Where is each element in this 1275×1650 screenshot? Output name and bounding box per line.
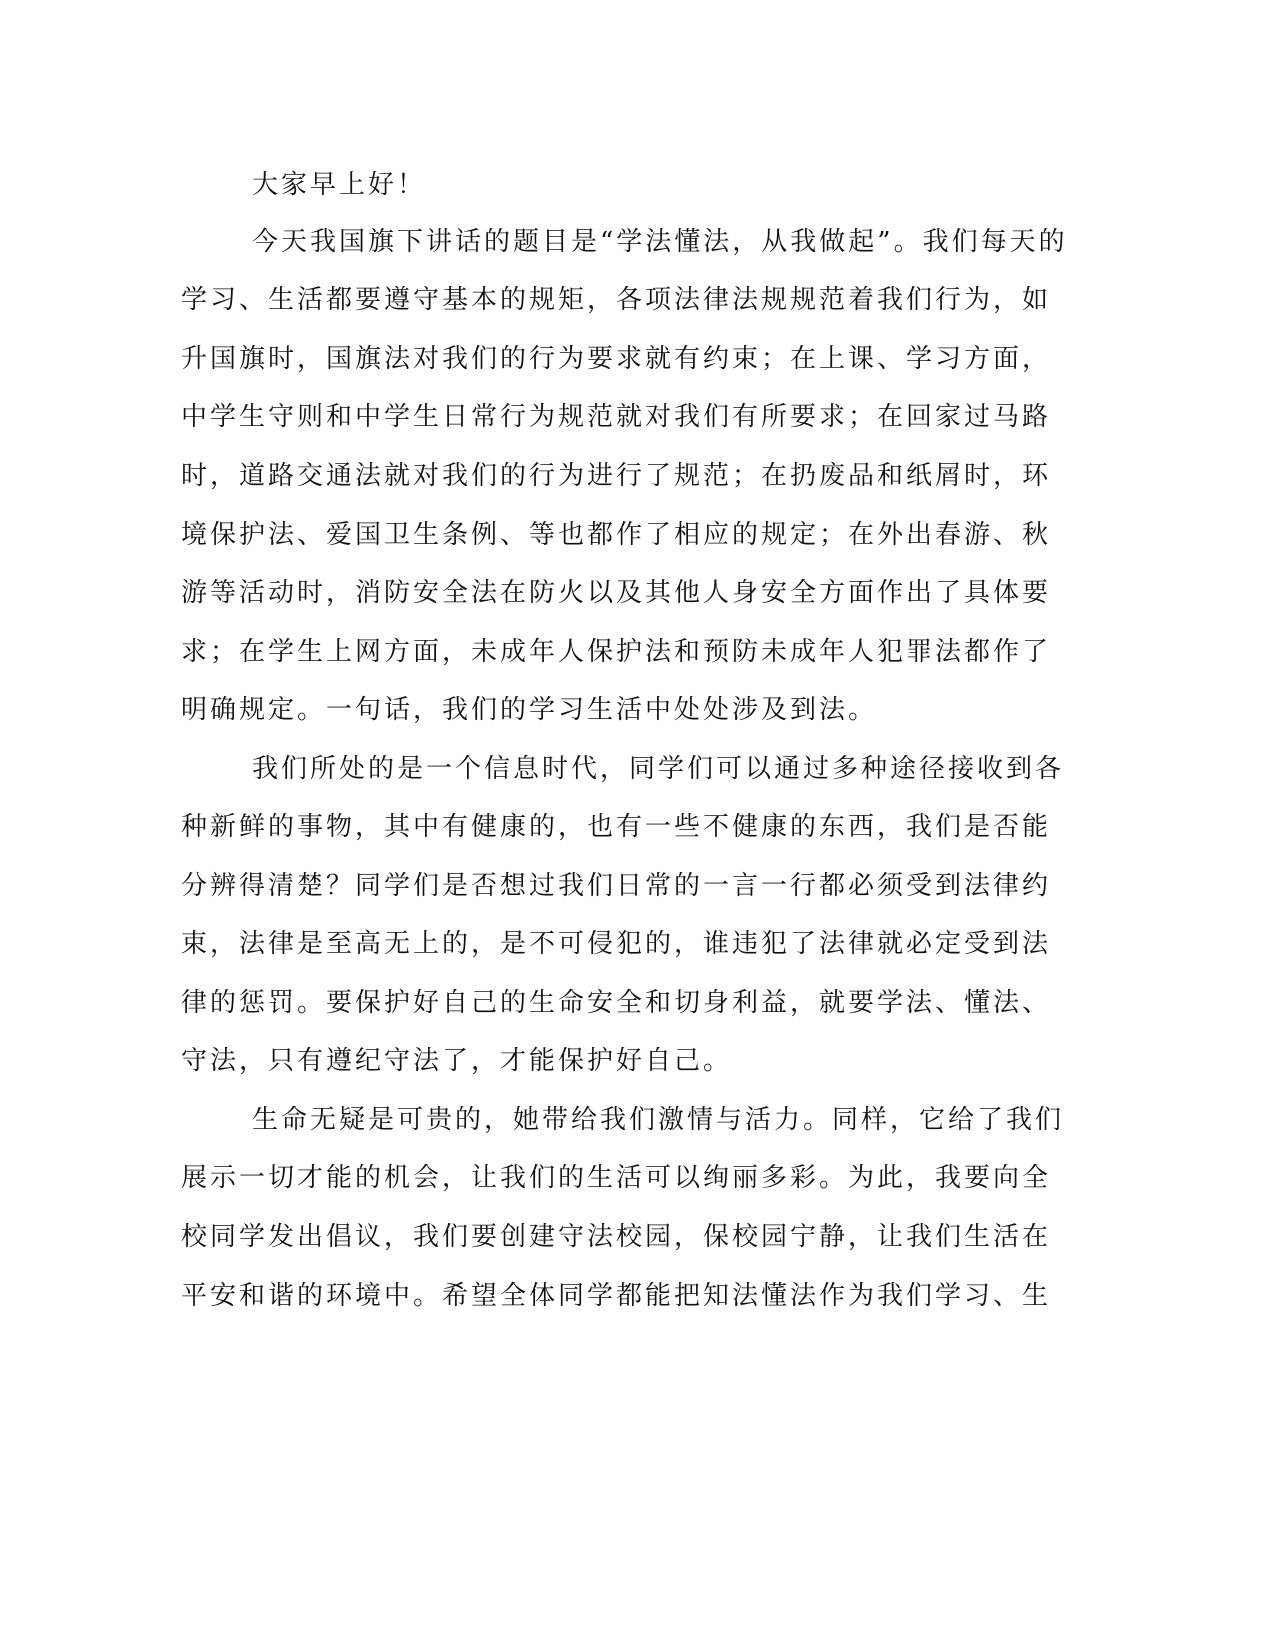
paragraph-line: 束，法律是至高无上的，是不可侵犯的，谁违犯了法律就必定受到法 — [181, 929, 1052, 959]
paragraph-line: 学习、生活都要遵守基本的规矩，各项法律法规规范着我们行为，如 — [181, 285, 1052, 315]
paragraph-line: 求；在学生上网方面，未成年人保护法和预防未成年人犯罪法都作了 — [181, 637, 1052, 667]
paragraph-line: 明确规定。一句话，我们的学习生活中处处涉及到法。 — [181, 695, 878, 725]
paragraph-line: 守法，只有遵纪守法了，才能保护好自己。 — [181, 1046, 733, 1076]
paragraph-line: 分辨得清楚？同学们是否想过我们日常的一言一行都必须受到法律约 — [181, 871, 1052, 901]
paragraph-line: 今天我国旗下讲话的题目是“学法懂法，从我做起”。我们每天的 — [252, 227, 1068, 257]
paragraph-line: 律的惩罚。要保护好自己的生命安全和切身利益，就要学法、懂法、 — [181, 988, 1052, 1018]
paragraph-line: 升国旗时，国旗法对我们的行为要求就有约束；在上课、学习方面， — [181, 344, 1052, 374]
paragraph-line: 校同学发出倡议，我们要创建守法校园，保校园宁静，让我们生活在 — [181, 1222, 1052, 1252]
paragraph-line: 中学生守则和中学生日常行为规范就对我们有所要求；在回家过马路 — [181, 402, 1052, 432]
paragraph-line: 游等活动时，消防安全法在防火以及其他人身安全方面作出了具体要 — [181, 578, 1052, 608]
paragraph-line: 时，道路交通法就对我们的行为进行了规范；在扔废品和纸屑时，环 — [181, 461, 1052, 491]
paragraph-line: 境保护法、爱国卫生条例、等也都作了相应的规定；在外出春游、秋 — [181, 520, 1052, 550]
paragraph-line: 展示一切才能的机会，让我们的生活可以绚丽多彩。为此，我要向全 — [181, 1163, 1052, 1193]
paragraph-line: 平安和谐的环境中。希望全体同学都能把知法懂法作为我们学习、生 — [181, 1281, 1052, 1311]
paragraph-line: 生命无疑是可贵的，她带给我们激情与活力。同样，它给了我们 — [252, 1105, 1065, 1135]
greeting-line: 大家早上好！ — [252, 170, 427, 200]
paragraph-line: 种新鲜的事物，其中有健康的，也有一些不健康的东西，我们是否能 — [181, 812, 1052, 842]
paragraph-line: 我们所处的是一个信息时代，同学们可以通过多种途径接收到各 — [252, 754, 1065, 784]
